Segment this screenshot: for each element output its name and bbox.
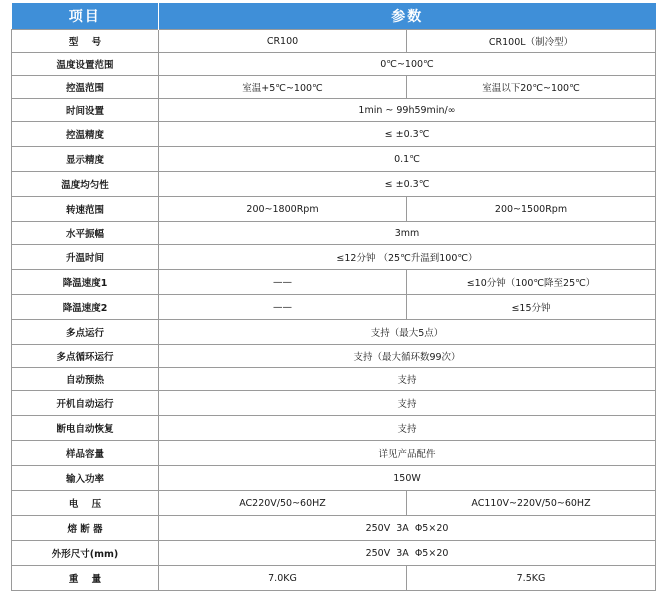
table-row (12, 76, 656, 99)
value-shared: 支持 (159, 416, 656, 441)
table-row (12, 441, 656, 466)
value-cr100: AC220V/50~60HZ (159, 491, 407, 516)
value-shared: 150W (159, 466, 656, 491)
value-cr100l: CR100L（制冷型） (407, 30, 656, 53)
table-row (12, 99, 656, 122)
row-label: 时间设置 (12, 99, 159, 122)
row-label: 温度设置范围 (12, 53, 159, 76)
table-row (12, 566, 656, 591)
value-cr100l: 7.5KG (407, 566, 656, 591)
row-label: 降温速度1 (12, 270, 159, 295)
table-row (12, 270, 656, 295)
spec-table (11, 3, 656, 591)
value-cr100l: ≤15分钟 (407, 295, 656, 320)
value-cr100: —— (159, 270, 407, 295)
row-label: 外形尺寸(mm) (12, 541, 159, 566)
row-label: 样品容量 (12, 441, 159, 466)
table-row (12, 345, 656, 368)
row-label: 升温时间 (12, 245, 159, 270)
table-row (12, 53, 656, 76)
value-shared: 支持 (159, 391, 656, 416)
value-shared: ≤12分钟 （25℃升温到100℃） (159, 245, 656, 270)
table-row (12, 122, 656, 147)
value-cr100: 室温+5℃~100℃ (159, 76, 407, 99)
value-shared: 3mm (159, 222, 656, 245)
row-label: 自动预热 (12, 368, 159, 391)
value-cr100: 200~1800Rpm (159, 197, 407, 222)
row-label: 多点循环运行 (12, 345, 159, 368)
row-label: 型 号 (12, 30, 159, 53)
value-cr100l: AC110V~220V/50~60HZ (407, 491, 656, 516)
table-row (12, 30, 656, 53)
value-shared: 详见产品配件 (159, 441, 656, 466)
row-label: 电 压 (12, 491, 159, 516)
table-row (12, 172, 656, 197)
header-item: 项目 (12, 3, 159, 30)
value-shared: ≤ ±0.3℃ (159, 122, 656, 147)
table-row (12, 491, 656, 516)
table-row (12, 368, 656, 391)
row-label: 水平振幅 (12, 222, 159, 245)
table-row (12, 541, 656, 566)
value-cr100l: 室温以下20℃~100℃ (407, 76, 656, 99)
header-params: 参数 (159, 3, 656, 30)
table-row (12, 147, 656, 172)
value-shared: 支持（最大5点） (159, 320, 656, 345)
row-label: 转速范围 (12, 197, 159, 222)
row-label: 控温范围 (12, 76, 159, 99)
value-shared: 支持（最大循环数99次） (159, 345, 656, 368)
value-cr100l: ≤10分钟（100℃降至25℃） (407, 270, 656, 295)
row-label: 多点运行 (12, 320, 159, 345)
row-label: 断电自动恢复 (12, 416, 159, 441)
row-label: 开机自动运行 (12, 391, 159, 416)
row-label: 控温精度 (12, 122, 159, 147)
value-cr100l: 200~1500Rpm (407, 197, 656, 222)
row-label: 降温速度2 (12, 295, 159, 320)
table-row (12, 295, 656, 320)
table-row (12, 222, 656, 245)
value-cr100: —— (159, 295, 407, 320)
value-shared: 250V 3A Φ5×20 (159, 541, 656, 566)
table-row (12, 320, 656, 345)
table-row (12, 197, 656, 222)
value-cr100: CR100 (159, 30, 407, 53)
table-row (12, 391, 656, 416)
value-shared: 支持 (159, 368, 656, 391)
row-label: 显示精度 (12, 147, 159, 172)
row-label: 输入功率 (12, 466, 159, 491)
value-shared: 0.1℃ (159, 147, 656, 172)
table-row (12, 516, 656, 541)
table-row (12, 245, 656, 270)
value-cr100: 7.0KG (159, 566, 407, 591)
value-shared: 1min ~ 99h59min/∞ (159, 99, 656, 122)
row-label: 熔 断 器 (12, 516, 159, 541)
row-label: 重 量 (12, 566, 159, 591)
value-shared: ≤ ±0.3℃ (159, 172, 656, 197)
value-shared: 250V 3A Φ5×20 (159, 516, 656, 541)
table-header-row (12, 3, 656, 30)
row-label: 温度均匀性 (12, 172, 159, 197)
value-shared: 0℃~100℃ (159, 53, 656, 76)
table-row (12, 416, 656, 441)
table-row (12, 466, 656, 491)
